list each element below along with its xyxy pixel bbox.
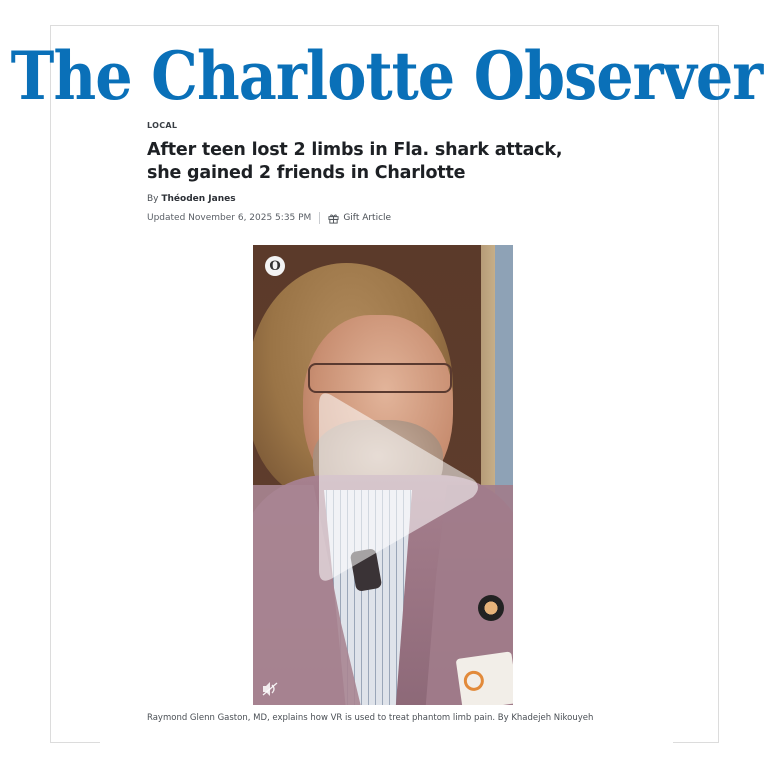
video-subject-id-badge bbox=[456, 651, 513, 705]
play-icon[interactable] bbox=[313, 385, 483, 590]
gift-icon bbox=[328, 213, 339, 224]
muted-speaker-icon[interactable] bbox=[261, 681, 279, 697]
byline-prefix: By bbox=[147, 194, 159, 204]
article-headline: After teen lost 2 limbs in Fla. shark attack, she gained 2 friends in Charlotte bbox=[147, 140, 563, 183]
updated-timestamp: Updated November 6, 2025 5:35 PM bbox=[147, 213, 312, 223]
article-meta bbox=[147, 212, 391, 224]
video-subject-badge-reel bbox=[478, 595, 504, 621]
author-link[interactable]: Théoden Janes bbox=[161, 194, 236, 204]
masthead-logo[interactable] bbox=[10, 38, 762, 116]
meta-divider bbox=[319, 212, 320, 224]
section-label[interactable]: LOCAL bbox=[147, 121, 178, 130]
video-player[interactable] bbox=[253, 245, 513, 705]
masthead-title: The Charlotte Observer bbox=[10, 38, 762, 116]
badge-logo bbox=[463, 670, 486, 693]
frame-divider bbox=[50, 742, 100, 743]
video-caption: Raymond Glenn Gaston, MD, explains how VR is used to treat phantom limb pain. By Khadejeh Nikouyeh bbox=[147, 713, 594, 723]
gift-article-label: Gift Article bbox=[343, 213, 392, 223]
observer-logo-icon: O bbox=[265, 256, 285, 276]
frame-divider bbox=[673, 742, 718, 743]
byline bbox=[147, 194, 236, 204]
gift-article-button[interactable] bbox=[328, 213, 391, 224]
